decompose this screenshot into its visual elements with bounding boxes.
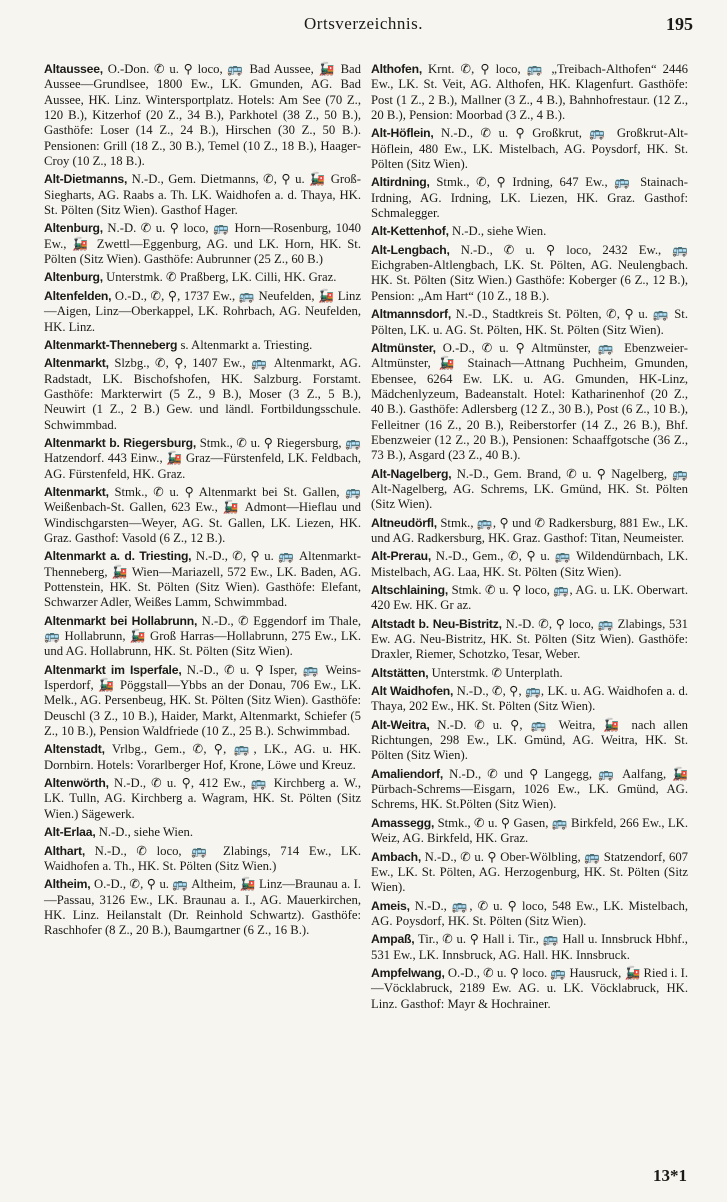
entry-description: s. Altenmarkt a. Triesting.: [180, 337, 313, 352]
entry-description: N.-D., 🚌, ✆ u. ⚲ loco, 548 Ew., LK. Mistelbach, AG. Poysdorf, HK. St. Pölten (Sitz Wien).: [371, 898, 688, 928]
entry-place-name: Ampfelwang,: [371, 965, 445, 980]
entry-place-name: Althart,: [44, 843, 86, 858]
gazetteer-entry: [371, 666, 688, 681]
entry-place-name: Ampaß,: [371, 932, 415, 947]
gazetteer-entry: [371, 341, 688, 464]
gazetteer-entry: [371, 850, 688, 896]
entry-place-name: Altmannsdorf,: [371, 307, 452, 322]
entry-place-name: Ambach,: [371, 849, 422, 864]
entry-description: Unterstmk. ✆ Unterplath.: [431, 665, 563, 680]
entry-place-name: Altirdning,: [371, 175, 430, 190]
entry-place-name: Alt-Dietmanns,: [44, 172, 128, 187]
gazetteer-entry: [371, 932, 688, 963]
gazetteer-entry: [371, 718, 688, 764]
entry-place-name: Althofen,: [371, 62, 423, 76]
gazetteer-entry: [44, 270, 361, 285]
gazetteer-entry: [44, 289, 361, 335]
entry-description: O.-D., ✆, ⚲ u. 🚌 Altheim, 🚂 Linz—Braunau a. I.—Passau, 3126 Ew., LK. Braunau a. I., AG. Mauerkirchen, HK. Linz. Heilanstalt (Dr. Reinhold Schwartz). Gasthöfe: Raschhofer (8 Z., 20 B.), Baumgartner (6 Z., 16 B.).: [44, 877, 361, 938]
gazetteer-entry: [44, 742, 361, 773]
gazetteer-entry: [371, 966, 688, 1012]
entry-description: N.-D., Gem. Brand, ✆ u. ⚲ Nagelberg, 🚌 Alt-Nagelberg, AG. Schrems, LK. Gmünd, HK. St. Pölten (Sitz Wien).: [371, 466, 688, 512]
entry-description: N.-D., ✆, ⚲ u. 🚌 Altenmarkt-Thenneberg, 🚂 Wien—Mariazell, 572 Ew., LK. Baden, AG. Pottenstein, HK. St. Pölten (Sitz Wien). Gasthöfe: Elefant, Schwarzer Adler, Weißes Lamm, Schwimmbad.: [44, 549, 362, 610]
entry-place-name: Altenmarkt,: [44, 484, 109, 499]
gazetteer-entry: [44, 549, 361, 610]
entry-place-name: Altenmarkt-Thenneberg: [44, 337, 178, 352]
gazetteer-entry: [371, 617, 688, 663]
gazetteer-entry: [371, 126, 688, 172]
gazetteer-entry: [371, 62, 688, 123]
entry-place-name: Amassegg,: [371, 815, 435, 830]
gazetteer-entry: [44, 776, 361, 822]
gazetteer-entry: [44, 877, 361, 938]
entry-description: N.-D., ✆, ⚲, 🚌, LK. u. AG. Waidhofen a. d. Thaya, 202 Ew., HK. St. Pölten (Sitz Wien).: [371, 684, 689, 714]
gazetteer-entry: [371, 767, 688, 813]
entry-description: N.-D., ✆ u. ⚲ Ober-Wölbling, 🚌 Statzendorf, 607 Ew., LK. St. Pölten, AG. Herzogenburg, HK. St. Pölten (Sitz Wien).: [371, 849, 689, 895]
gazetteer-entry: [371, 243, 688, 304]
entry-description: Unterstmk. ✆ Praßberg, LK. Cilli, HK. Graz.: [106, 270, 337, 285]
entry-place-name: Alt-Erlaa,: [44, 825, 96, 840]
entry-description: Stmk., ✆ u. ⚲ Altenmarkt bei St. Gallen, 🚌 Weißenbach-St. Gallen, 623 Ew., 🚂 Admont—Hieflau und Windischgarsten—Weyer, AG. St. Gallen, LK. Liezen, HK. Graz. Gasthof: Vasold (6 Z., 12 B.).: [44, 484, 362, 545]
entry-description: N.-D., ✆ u. ⚲, 412 Ew., 🚌 Kirchberg a. W., LK. Tulln, AG. Kirchberg a. Wagram, HK. St. Pölten (Sitz Wien.) Sägewerk.: [44, 776, 361, 821]
gazetteer-entry: [371, 307, 688, 338]
entry-description: N.-D., ✆ u. ⚲ Großkrut, 🚌 Großkrut-Alt-Höflein, 480 Ew., LK. Mistelbach, AG. Poysdorf, HK. St. Pölten (Sitz Wien).: [371, 126, 689, 172]
gazetteer-entry: [44, 62, 361, 169]
entry-place-name: Altenburg,: [44, 221, 103, 236]
entry-description: N.-D., ✆ Eggendorf im Thale, 🚌 Hollabrunn, 🚂 Groß Harras—Hollabrunn, 275 Ew., LK. und AG. Hollabrunn, HK. St. Pölten (Sitz Wien).: [44, 613, 361, 659]
entry-description: N.-D., ✆ u. ⚲ loco, 2432 Ew., 🚌 Eichgraben-Altlengbach, LK. St. Pölten, AG. Neulengbach. HK. St. Pölten (Sitz Wien.) Gasthöfe: Koberger (6 Z., 12 B.), Pension: „Am Hart“ (10 Z., 18 B.).: [371, 242, 689, 303]
printer-signature: 13*1: [653, 1166, 687, 1185]
gazetteer-entry: [44, 436, 361, 482]
entry-place-name: Alt Waidhofen,: [371, 684, 454, 699]
right-column: [371, 62, 688, 1015]
entry-description: N.-D. ✆ u. ⚲ loco, 🚌 Horn—Rosenburg, 1040 Ew., 🚂 Zwettl—Eggenburg, AG. und LK. Horn, HK. St. Pölten (Sitz Wien). Gasthöfe: Aubrunner (25 Z., 60 B.): [44, 221, 362, 267]
entry-description: N.-D., ✆ u. ⚲ Isper, 🚌 Weins-Isperdorf, 🚂 Pöggstall—Ybbs an der Donau, 706 Ew., LK. Melk., AG. Persenbeug, HK. St. Pölten (Sitz Wien). Gasthöfe: Deuschl (3 Z., 10 B.), Haider, Markt, Altenmarkt, Schiefer (5 Z., 10 B.), Pension Waldfriede (10 Z., 25 B.). Schwimmbad.: [44, 662, 361, 739]
entry-place-name: Altmünster,: [371, 340, 436, 355]
entry-description: Slzbg., ✆, ⚲, 1407 Ew., 🚌 Altenmarkt, AG. Radstadt, LK. Bischofshofen, HK. Salzburg. Forstamt. Gasthöfe: Markterwirt (5 Z., 9 B.), Moser (3 Z., 5 B.), Neuwirt (1 Z., 2 B.) Gew. und ländl. Fortbildungsschule. Schwimmbad.: [44, 356, 362, 432]
gazetteer-entry: [44, 614, 361, 660]
page-header: [0, 14, 727, 42]
gazetteer-entry: [371, 467, 688, 513]
entry-place-name: Altneudörfl,: [371, 515, 437, 530]
entry-place-name: Altenfelden,: [44, 288, 112, 303]
entry-place-name: Altheim,: [44, 877, 91, 892]
gazetteer-entry: [371, 583, 688, 614]
gazetteer-entry: [371, 684, 688, 715]
gazetteer-entry: [371, 516, 688, 547]
gazetteer-entry: [371, 549, 688, 580]
entry-description: N.-D., siehe Wien.: [451, 224, 547, 239]
entry-description: N.-D., siehe Wien.: [98, 825, 194, 840]
entry-place-name: Altstadt b. Neu-Bistritz,: [371, 616, 502, 631]
gazetteer-entry: [44, 844, 361, 875]
entry-place-name: Alt-Lengbach,: [371, 242, 450, 257]
page-number: 195: [666, 14, 693, 34]
entry-description: Stmk., ✆ u. ⚲ Riegersburg, 🚌 Hatzendorf. 443 Einw., 🚂 Graz—Fürstenfeld, LK. Feldbach, AG. Fürstenfeld, HK. Graz.: [44, 435, 361, 481]
gazetteer-entry: [371, 816, 688, 847]
entry-description: O.-D., ✆, ⚲, 1737 Ew., 🚌 Neufelden, 🚂 Linz—Aigen, Linz—Oberkappel, LK. Rohrbach, AG. Neufelden, HK. Linz.: [44, 288, 361, 334]
entry-place-name: Alt-Nagelberg,: [371, 466, 452, 481]
entry-place-name: Alt-Kettenhof,: [371, 224, 449, 239]
entry-description: Stmk., ✆ u. ⚲ Gasen, 🚌 Birkfeld, 266 Ew., LK. Weiz, AG. Birkfeld, HK. Graz.: [371, 815, 688, 846]
entry-place-name: Alt-Weitra,: [371, 717, 430, 732]
entry-place-name: Alt-Höflein,: [371, 126, 434, 141]
entry-description: N.-D., ✆ loco, 🚌 Zlabings, 714 Ew., LK. Waidhofen a. Th., HK. St. Pölten (Sitz Wien.): [44, 843, 361, 873]
gazetteer-entry: [44, 825, 361, 840]
entry-place-name: Altaussee,: [44, 62, 103, 76]
left-column: [44, 62, 361, 942]
gazetteer-entry: [44, 485, 361, 546]
entry-place-name: Altstätten,: [371, 665, 429, 680]
gazetteer-entry: [44, 172, 361, 218]
entry-description: Tir., ✆ u. ⚲ Hall i. Tir., 🚌 Hall u. Innsbruck Hbhf., 531 Ew., LK. Innsbruck, AG. Hall. HK. Innsbruck.: [371, 932, 688, 962]
gazetteer-entry: [371, 224, 688, 239]
entry-place-name: Altenstadt,: [44, 742, 105, 757]
entry-description: Vrlbg., Gem., ✆, ⚲, 🚌, LK., AG. u. HK. Dornbirn. Hotels: Vorarlberger Hof, Krone, Löwe und Kreuz.: [44, 742, 361, 772]
entry-description: N.-D., ✆ und ⚲ Langegg, 🚌 Aalfang, 🚂 Pürbach-Schrems—Eisgarn, 1026 Ew., LK. Gmünd, AG. Schrems, HK. St.Pölten (Sitz Wien).: [371, 766, 688, 812]
entry-description: O.-D., ✆ u. ⚲ loco. 🚌 Hausruck, 🚂 Ried i. I.—Vöcklabruck, 2189 Ew. AG. u. LK. Vöcklabruck, HK. Linz. Gasthof: Mayr & Hochrainer.: [371, 965, 689, 1011]
entry-place-name: Altenburg,: [44, 270, 103, 285]
entry-place-name: Ameis,: [371, 898, 410, 913]
entry-place-name: Altenmarkt a. d. Triesting,: [44, 549, 192, 564]
entry-description: Stmk. ✆ u. ⚲ loco, 🚌, AG. u. LK. Oberwart. 420 Ew. HK. Gr az.: [371, 583, 689, 613]
entry-description: Stmk., 🚌, ⚲ und ✆ Radkersburg, 881 Ew., LK. und AG. Radkersburg, HK. Graz. Gasthof: Titan, Neumeister.: [371, 515, 689, 545]
entry-description: N.-D. ✆, ⚲ loco, 🚌 Zlabings, 531 Ew. AG. Neu-Bistritz, HK. St. Pölten (Sitz Wien). Gasthöfe: Draxler, Riemer, Schotzko, Tesar, Weber.: [371, 616, 689, 662]
entry-place-name: Altschlaining,: [371, 583, 449, 597]
gazetteer-entry: [371, 899, 688, 930]
gazetteer-entry: [44, 338, 361, 353]
entry-place-name: Altenmarkt im Isperfale,: [44, 662, 182, 677]
entry-place-name: Altenmarkt b. Riegersburg,: [44, 435, 197, 450]
entry-description: N.-D. ✆ u. ⚲, 🚌 Weitra, 🚂 nach allen Richtungen, 298 Ew., LK. Gmünd, AG. Weitra, HK. St. Pölten (Sitz Wien).: [371, 717, 689, 763]
gazetteer-entry: [44, 663, 361, 740]
entry-description: O.-Don. ✆ u. ⚲ loco, 🚌 Bad Aussee, 🚂 Bad Aussee—Grundlsee, 1800 Ew., LK. Gmunden, AG. Bad Aussee, HK. Linz. Wintersportplatz. Hotels: Am See (70 Z., 120 B.), Kitzerhof (20 Z., 34 B.), Parkhotel (38 Z., 50 B.), Gasthöfe: Loser (14 Z., 24 B.), Hirschen (30 Z., 50 B.). Pensionen: Grill (18 Z., 30 B.), Temel (10 Z., 18 B.), Haager-Croy (10 Z., 18 B.).: [44, 62, 362, 169]
entry-description: O.-D., ✆ u. ⚲ Altmünster, 🚌 Ebenzweier-Altmünster, 🚂 Stainach—Attnang Puchheim, Gmunden, Ebensee, 6264 Ew. LK. u. AG. Gmunden, HK-Linz, Mädchenlyzeum, Badeanstalt. Hotel: Katharinenhof (20 Z., 40 B.). Gasthöfe: Adlersberg (12 Z., 30 B.), Post (6 Z., 10 B.), Felleitner (16 Z., 20 B.), Reiberstorfer (14 Z., 26 B.), Bhf. Ebenzweier (12 Z., 20 B.), Pensionen: Schaaffgotsche (36 Z., 73 B.), Asgard (23 Z., 40 B.).: [371, 340, 688, 463]
entry-place-name: Amaliendorf,: [371, 766, 444, 781]
gazetteer-entry: [44, 221, 361, 267]
entry-description: Krnt. ✆, ⚲ loco, 🚌 „Treibach-Althofen“ 2446 Ew., LK. St. Veit, AG. Althofen, HK. Klagenfurt. Gasthöfe: Post (1 Z., 2 B.), Mallner (3 Z., 4 B.), Bahnhofrestaur. (12 Z., 20 B.), Pension: Moorbad (3 Z., 4 B.).: [371, 62, 689, 123]
entry-description: N.-D., Stadtkreis St. Pölten, ✆, ⚲ u. 🚌 St. Pölten, LK. u. AG. St. Pölten, HK. St. Pölten (Sitz Wien).: [371, 307, 689, 337]
running-title: Ortsverzeichnis.: [304, 14, 423, 33]
entry-description: N.-D., Gem., ✆, ⚲ u. 🚌 Wildendürnbach, LK. Mistelbach, AG. Laa, HK. St. Pölten (Sitz Wien).: [371, 549, 689, 579]
entry-place-name: Altenwörth,: [44, 776, 109, 791]
entry-place-name: Alt-Prerau,: [371, 549, 432, 564]
entry-description: N.-D., Gem. Dietmanns, ✆, ⚲ u. 🚂 Groß-Siegharts, AG. Raabs a. Th. LK. Waidhofen a. d. Thaya, HK. St. Pölten (Sitz Wien). Gasthof Hager.: [44, 172, 361, 218]
entry-description: Stmk., ✆, ⚲ Irdning, 647 Ew., 🚌 Stainach-Irdning, AG. Irdning, LK. Liezen, HK. Graz. Gasthof: Schmalegger.: [371, 175, 689, 221]
entry-place-name: Altenmarkt,: [44, 356, 109, 371]
gazetteer-entry: [371, 175, 688, 221]
gazetteer-entry: [44, 356, 361, 433]
entry-place-name: Altenmarkt bei Hollabrunn,: [44, 613, 198, 628]
